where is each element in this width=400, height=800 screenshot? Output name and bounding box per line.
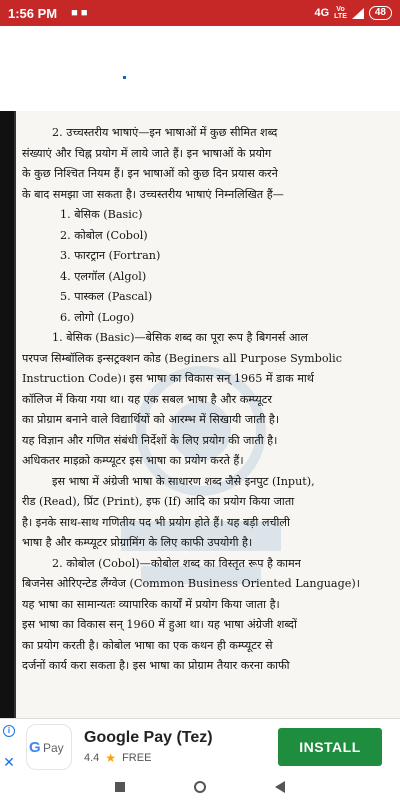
star-icon: ★ xyxy=(105,750,117,765)
list-item: 1. बेसिक (Basic) xyxy=(60,208,143,221)
basic2-line-4: भाषा है और कम्प्यूटर प्रोग्रामिंग के लिए काफी उपयोगी है। xyxy=(22,536,253,549)
basic-line-3: Instruction Code)। इस भाषा का विकास सन् 1965 में डाक मार्थ xyxy=(22,372,314,385)
gpay-logo-text: Pay xyxy=(43,740,64,755)
intro-line-3: के कुछ निश्चित नियम हैं। इन भाषाओं को कुछ दिन प्रयास करने xyxy=(22,167,278,180)
cobol-line-4: इस भाषा का विकास सन् 1960 में हुआ था। यह भाषा अंग्रेजी शब्दों xyxy=(22,618,297,631)
battery-level: 48 xyxy=(374,7,386,18)
list-item: 4. एलगॉल (Algol) xyxy=(60,269,147,283)
list-item: 2. कोबोल (Cobol) xyxy=(60,228,148,242)
basic2-line-1: इस भाषा में अंग्रेजी भाषा के साधारण शब्द जैसे इनपुट (Input), xyxy=(52,474,315,488)
ad-controls xyxy=(0,719,18,775)
document-viewer[interactable] xyxy=(0,26,400,718)
cobol-line-5: का प्रयोग करती है। कोबोल भाषा का एक कथन ही कम्प्यूटर से xyxy=(22,638,273,652)
cobol-line-2: बिजनेस ओरिएन्टेड लैंग्वेज (Common Business Oriented Language)। xyxy=(22,577,360,590)
list-item: 3. फारट्रान (Fortran) xyxy=(60,249,161,262)
status-right-group xyxy=(314,6,392,20)
basic-line-2: परपज सिम्बॉलिक इन्सट्रक्शन कोड (Beginers all Purpose Symbolic xyxy=(22,351,342,365)
basic-line-6: यह विज्ञान और गणित संबंधी निर्देशों के लिए प्रयोग की जाती है। xyxy=(22,433,278,447)
basic2-line-2: रीड (Read), प्रिंट (Print), इफ (If) आदि का प्रयोग किया जाता xyxy=(22,495,295,508)
intro-line-2: संख्याएं और चिह्न प्रयोग में लाये जाते हैं। इन भाषाओं के प्रयोग xyxy=(22,146,272,160)
gpay-logo-icon xyxy=(29,735,69,759)
signal-icon xyxy=(352,8,364,19)
ad-close-icon[interactable]: ✕ xyxy=(3,753,15,770)
intro-line-4: के बाद समझा जा सकता है। उच्चस्तरीय भाषाएं निम्नलिखित हैं— xyxy=(22,187,284,201)
status-bar xyxy=(0,0,400,26)
battery-icon xyxy=(369,6,392,20)
cobol-line-1: 2. कोबोल (Cobol)—कोबोल शब्द का विस्तृत रूप है कामन xyxy=(52,556,301,570)
intro-line-1: 2. उच्चस्तरीय भाषाएं—इन भाषाओं में कुछ सीमित शब्द xyxy=(52,126,278,139)
notification-icon-group: ■ ■ xyxy=(71,7,88,19)
basic-line-4: कॉलिज में किया गया था। यह एक सबल भाषा है और कम्प्यूटर xyxy=(22,392,272,406)
ad-rating: 4.4 xyxy=(84,751,100,764)
blue-dot-marker xyxy=(123,76,126,79)
cobol-line-3: यह भाषा का सामान्यतः व्यापारिक कार्यों में प्रयोग किया जाता है। xyxy=(22,597,280,611)
notification-icons xyxy=(71,7,87,19)
network-type: 4G xyxy=(314,7,330,19)
install-button[interactable]: INSTALL xyxy=(278,728,382,766)
basic-line-5: का प्रोग्राम बनाने वाले विद्यार्थियों को आरम्भ में सिखायी जाती है। xyxy=(22,413,280,426)
basic-line-1: 1. बेसिक (Basic)—बेसिक शब्द का पूरा रूप है बिगनर्स आल xyxy=(52,331,308,344)
back-icon[interactable] xyxy=(275,781,285,793)
volte-indicator xyxy=(334,6,347,20)
basic-line-7: अधिकतर माइक्रो कम्प्यूटर इस भाषा का प्रयोग करते हैं। xyxy=(22,454,244,467)
svg-text:G: G xyxy=(29,738,41,756)
status-time: 1:56 PM xyxy=(8,5,58,21)
ad-title: Google Pay (Tez) xyxy=(84,728,213,746)
list-item: 5. पास्कल (Pascal) xyxy=(60,290,153,303)
scanned-page[interactable] xyxy=(14,111,400,718)
ad-text[interactable] xyxy=(84,729,278,765)
volte-top: Vo xyxy=(336,6,345,13)
cobol-line-6: दर्जनों कार्य करा सकता है। इस भाषा का प्रोग्राम तैयार करना काफी xyxy=(22,659,290,672)
home-icon[interactable] xyxy=(194,781,206,793)
navigation-bar xyxy=(0,774,400,800)
list-item: 6. लोगो (Logo) xyxy=(60,310,135,324)
ad-banner[interactable] xyxy=(0,718,400,774)
ad-subline xyxy=(84,751,278,765)
page-left-shadow xyxy=(0,111,14,718)
ad-info-icon[interactable]: i xyxy=(3,725,15,737)
recent-apps-icon[interactable] xyxy=(115,782,125,792)
ad-price: FREE xyxy=(122,751,152,764)
page-text xyxy=(22,123,397,677)
volte-bottom: LTE xyxy=(334,13,347,20)
basic2-line-3: है। इनके साथ-साथ गणितीय पद भी प्रयोग होते हैं। यह बड़ी लचीली xyxy=(22,515,290,529)
google-pay-app-icon[interactable] xyxy=(26,724,72,770)
